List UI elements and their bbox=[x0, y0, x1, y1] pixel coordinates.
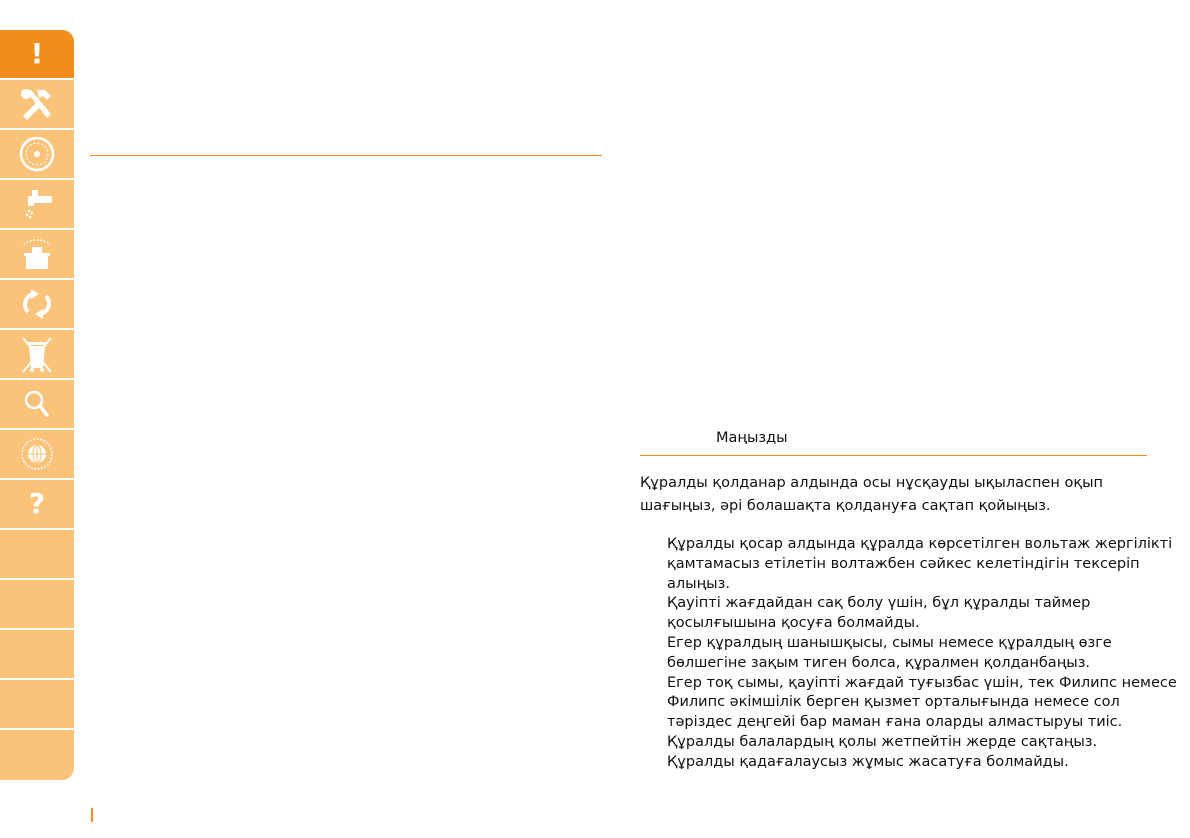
storage-tab[interactable] bbox=[0, 230, 74, 278]
warning-item: Құралды қадағалаусыз жұмыс жасатуға болмайды. bbox=[667, 753, 1069, 770]
worldwide-guarantee-icon bbox=[18, 435, 56, 473]
storage-icon bbox=[18, 235, 56, 273]
crossed-bin-icon bbox=[19, 334, 55, 374]
heading-divider-rule bbox=[640, 455, 1147, 456]
blade-tab[interactable] bbox=[0, 130, 74, 178]
top-divider-rule bbox=[90, 155, 602, 156]
replacement-tab[interactable] bbox=[0, 280, 74, 328]
warnings-list bbox=[667, 535, 1187, 773]
guarantee-tab[interactable] bbox=[0, 430, 74, 478]
tap-icon bbox=[18, 186, 56, 222]
search-tab[interactable] bbox=[0, 380, 74, 428]
disposal-tab[interactable] bbox=[0, 330, 74, 378]
tools-tab[interactable] bbox=[0, 80, 74, 128]
warning-item: Қауіпті жағдайдан сақ болу үшін, бұл құралды таймер қосылғышына қосуға болмайды. bbox=[667, 595, 1091, 632]
magnifier-icon bbox=[19, 386, 55, 422]
warning-item: Құралды балалардың қолы жетпейтін жерде сақтаңыз. bbox=[667, 733, 1098, 750]
tools-icon bbox=[17, 86, 57, 122]
empty-tab[interactable] bbox=[0, 580, 74, 628]
warning-item: Құралды қосар алдында құралда көрсетілген вольтаж жергілікті қамтамасыз етілетін волтажбен сәйкес келетіндігін тексеріп алыңыз. bbox=[667, 536, 1173, 592]
intro-paragraph: Құралды қолданар алдында осы нұсқауды ықыласпен оқып шағыңыз, әрі болашақта қолдануға сақтап қойыңыз. bbox=[640, 475, 1104, 514]
section-tabs-sidebar bbox=[0, 30, 74, 780]
question-icon: ? bbox=[28, 487, 46, 520]
tap-tab[interactable] bbox=[0, 180, 74, 228]
blade-icon bbox=[18, 135, 56, 173]
page-marker bbox=[91, 808, 93, 822]
empty-tab[interactable] bbox=[0, 730, 74, 778]
recycle-arrows-icon bbox=[19, 286, 55, 322]
empty-tab[interactable] bbox=[0, 530, 74, 578]
important-tab[interactable] bbox=[0, 30, 74, 78]
empty-tab[interactable] bbox=[0, 680, 74, 728]
warning-item: Егер тоқ сымы, қауіпті жағдай туғызбас үшін, тек Филипс немесе Филипс әкімшілік берген қызмет орталығында немесе сол тәріздес деңгейі бар маман ғана оларды алмастыруы тиіс. bbox=[667, 674, 1177, 731]
section-heading: Маңызды bbox=[716, 430, 788, 446]
help-tab[interactable] bbox=[0, 480, 74, 528]
empty-tab[interactable] bbox=[0, 630, 74, 678]
warning-item: Егер құралдың шанышқысы, сымы немесе құралдың өзге бөлшегіне зақым тиген болса, құралмен қолданбаңыз. bbox=[667, 634, 1112, 671]
exclamation-icon: ! bbox=[30, 37, 44, 70]
